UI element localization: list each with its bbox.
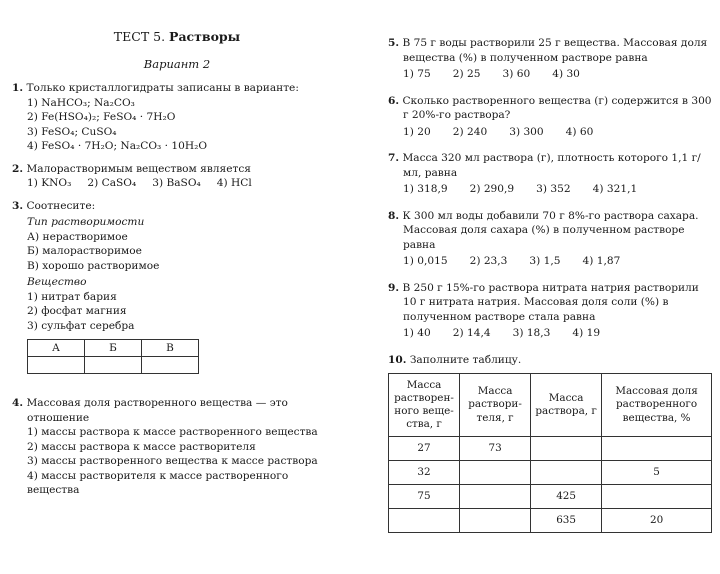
match-item: 2) фосфат магния [27, 305, 127, 317]
option[interactable]: 2) 240 [452, 125, 488, 138]
table-row [389, 509, 712, 533]
table-cell[interactable]: 20 [602, 509, 712, 533]
table-header: Массовая доля растворенного вещества, % [602, 374, 712, 437]
left-column [12, 0, 342, 506]
answer-cell[interactable] [85, 357, 142, 374]
option[interactable]: 1) 20 [403, 125, 431, 138]
table-cell[interactable]: 425 [531, 485, 602, 509]
option[interactable]: 4) 1,87 [582, 255, 621, 267]
option[interactable]: 1) массы раствора к массе растворенного вещества [27, 426, 318, 438]
option[interactable]: 4) массы растворителя к массе растворенного вещества [27, 469, 289, 496]
page-title: ТЕСТ 5. Растворы [113, 29, 241, 44]
question-2: 2. Малорастворимым веществом является 1) KNO₃ 2) CaSO₄ 3) BaSO₄ 4) HCl [12, 162, 252, 189]
question-8: 8. К 300 мл воды добавили 70 г 8%-го раствора сахара. Массовая доля сахара (%) в полученном растворе равна 1) 0,015 2) 23,3 3) 1,5 4) 1,87 [388, 209, 699, 267]
table-row [389, 461, 712, 485]
table-cell[interactable] [531, 461, 602, 485]
table-header: А [28, 340, 85, 357]
match-answer-table [27, 339, 199, 374]
answer-cell[interactable] [142, 357, 199, 374]
option[interactable]: 3) 18,3 [512, 327, 551, 339]
question-4: 4. Массовая доля растворенного вещества — это отношение 1) массы раствора к массе растворенного вещества 2) массы раствора к массе растворителя 3) массы растворенного вещества к массе раствора 4) массы растворителя к массе растворенного вещества [12, 396, 342, 498]
match-item: Б) малорастворимое [27, 245, 142, 257]
option[interactable]: 1) 318,9 [403, 183, 448, 195]
table-cell[interactable] [460, 509, 531, 533]
option[interactable]: 1) KNO₃ [27, 177, 72, 189]
option[interactable]: 4) 60 [565, 125, 594, 138]
option[interactable]: 3) FeSO₄; CuSO₄ [27, 125, 117, 138]
table-cell[interactable] [460, 485, 531, 509]
option[interactable]: 4) FeSO₄ · 7H₂O; Na₂CO₃ · 10H₂O [27, 140, 208, 152]
table-cell[interactable]: 32 [389, 461, 460, 485]
option[interactable]: 2) массы раствора к массе растворителя [27, 440, 256, 453]
option[interactable]: 2) 23,3 [469, 255, 508, 267]
option[interactable]: 4) 321,1 [592, 183, 638, 195]
table-header: Масса раствори-теля, г [460, 374, 531, 437]
question-10: 10. Заполните таблицу. Масса растворен-ного веще-ства, г Масса раствори-теля, г Масса раствора, г Массовая доля растворенного вещества, % 27 73 32 5 75 425 635 20 [388, 353, 712, 534]
option[interactable]: 3) 352 [536, 183, 571, 195]
option[interactable]: 1) 0,015 [403, 255, 448, 267]
question-6: 6. Сколько растворенного вещества (г) содержится в 300 г 20%-го раствора? 1) 20 2) 240 3) 300 4) 60 [388, 94, 712, 138]
question-7: 7. Масса 320 мл раствора (г), плотность которого 1,1 г/мл, равна 1) 318,9 2) 290,9 3) 352 4) 321,1 [388, 152, 701, 195]
table-row [389, 437, 712, 461]
option[interactable]: 4) 30 [552, 68, 580, 80]
table-cell[interactable]: 27 [389, 437, 460, 461]
question-9: 9. В 250 г 15%-го раствора нитрата натрия растворили 10 г нитрата натрия. Массовая доля соли (%) в полученном растворе стала равна 1) 40 2) 14,4 3) 18,3 4) 19 [388, 281, 699, 339]
table-header: В [142, 340, 199, 357]
group-title: Тип растворимости [27, 216, 145, 228]
option[interactable]: 2) 14,4 [452, 327, 491, 339]
table-cell[interactable]: 635 [531, 509, 602, 533]
option[interactable]: 2) 290,9 [469, 183, 515, 195]
right-column [388, 36, 712, 541]
match-item: В) хорошо растворимое [27, 259, 160, 272]
option[interactable]: 3) BaSO₄ [152, 177, 201, 189]
table-cell[interactable]: 5 [602, 461, 712, 485]
table-cell[interactable]: 73 [460, 437, 531, 461]
option[interactable]: 4) HCl [216, 177, 252, 189]
table-cell[interactable] [602, 437, 712, 461]
option[interactable]: 2) 25 [452, 68, 481, 80]
table-header: Б [85, 340, 142, 357]
table-header: Масса раствора, г [531, 374, 602, 437]
table-cell[interactable] [531, 437, 602, 461]
match-item: 3) сульфат серебра [27, 319, 135, 332]
variant-label: Вариант 2 [143, 56, 211, 71]
table-header: Масса растворен-ного веще-ства, г [389, 374, 460, 437]
table-cell[interactable] [602, 485, 712, 509]
option[interactable]: 3) 1,5 [529, 255, 561, 267]
option[interactable]: 3) 60 [502, 68, 531, 80]
option[interactable]: 3) 300 [509, 125, 544, 138]
question-3: 3. Соотнесите: Тип растворимости А) нерастворимое Б) малорастворимое В) хорошо растворимое Вещество 1) нитрат бария 2) фосфат магния 3) сульфат серебра А Б В [12, 199, 342, 375]
option[interactable]: 1) 75 [403, 68, 431, 80]
match-item: А) нерастворимое [27, 230, 128, 243]
option[interactable]: 3) массы растворенного вещества к массе раствора [27, 455, 318, 467]
option[interactable]: 4) 19 [572, 327, 601, 339]
table-cell[interactable]: 75 [389, 485, 460, 509]
question-1: 1. Только кристаллогидраты записаны в варианте: 1) NaHCO₃; Na₂CO₃ 2) Fe(HSO₄)₂; FeSO₄ · 7H₂O 3) FeSO₄; CuSO₄ 4) FeSO₄ · 7H₂O; Na₂CO₃ · 10H₂O [12, 81, 342, 154]
answer-cell[interactable] [28, 357, 85, 374]
option[interactable]: 2) CaSO₄ [87, 177, 137, 189]
option[interactable]: 1) 40 [403, 327, 431, 339]
table-row [389, 485, 712, 509]
option[interactable]: 1) NaHCO₃; Na₂CO₃ [27, 96, 135, 109]
question-5: 5. В 75 г воды растворили 25 г вещества. Массовая доля вещества (%) в полученном растворе равна 1) 75 2) 25 3) 60 4) 30 [388, 37, 708, 80]
table-cell[interactable] [460, 461, 531, 485]
fill-table [388, 373, 712, 533]
match-item: 1) нитрат бария [27, 290, 117, 303]
table-cell[interactable] [389, 509, 460, 533]
option[interactable]: 2) Fe(HSO₄)₂; FeSO₄ · 7H₂O [27, 111, 176, 123]
group-title: Вещество [27, 276, 87, 288]
